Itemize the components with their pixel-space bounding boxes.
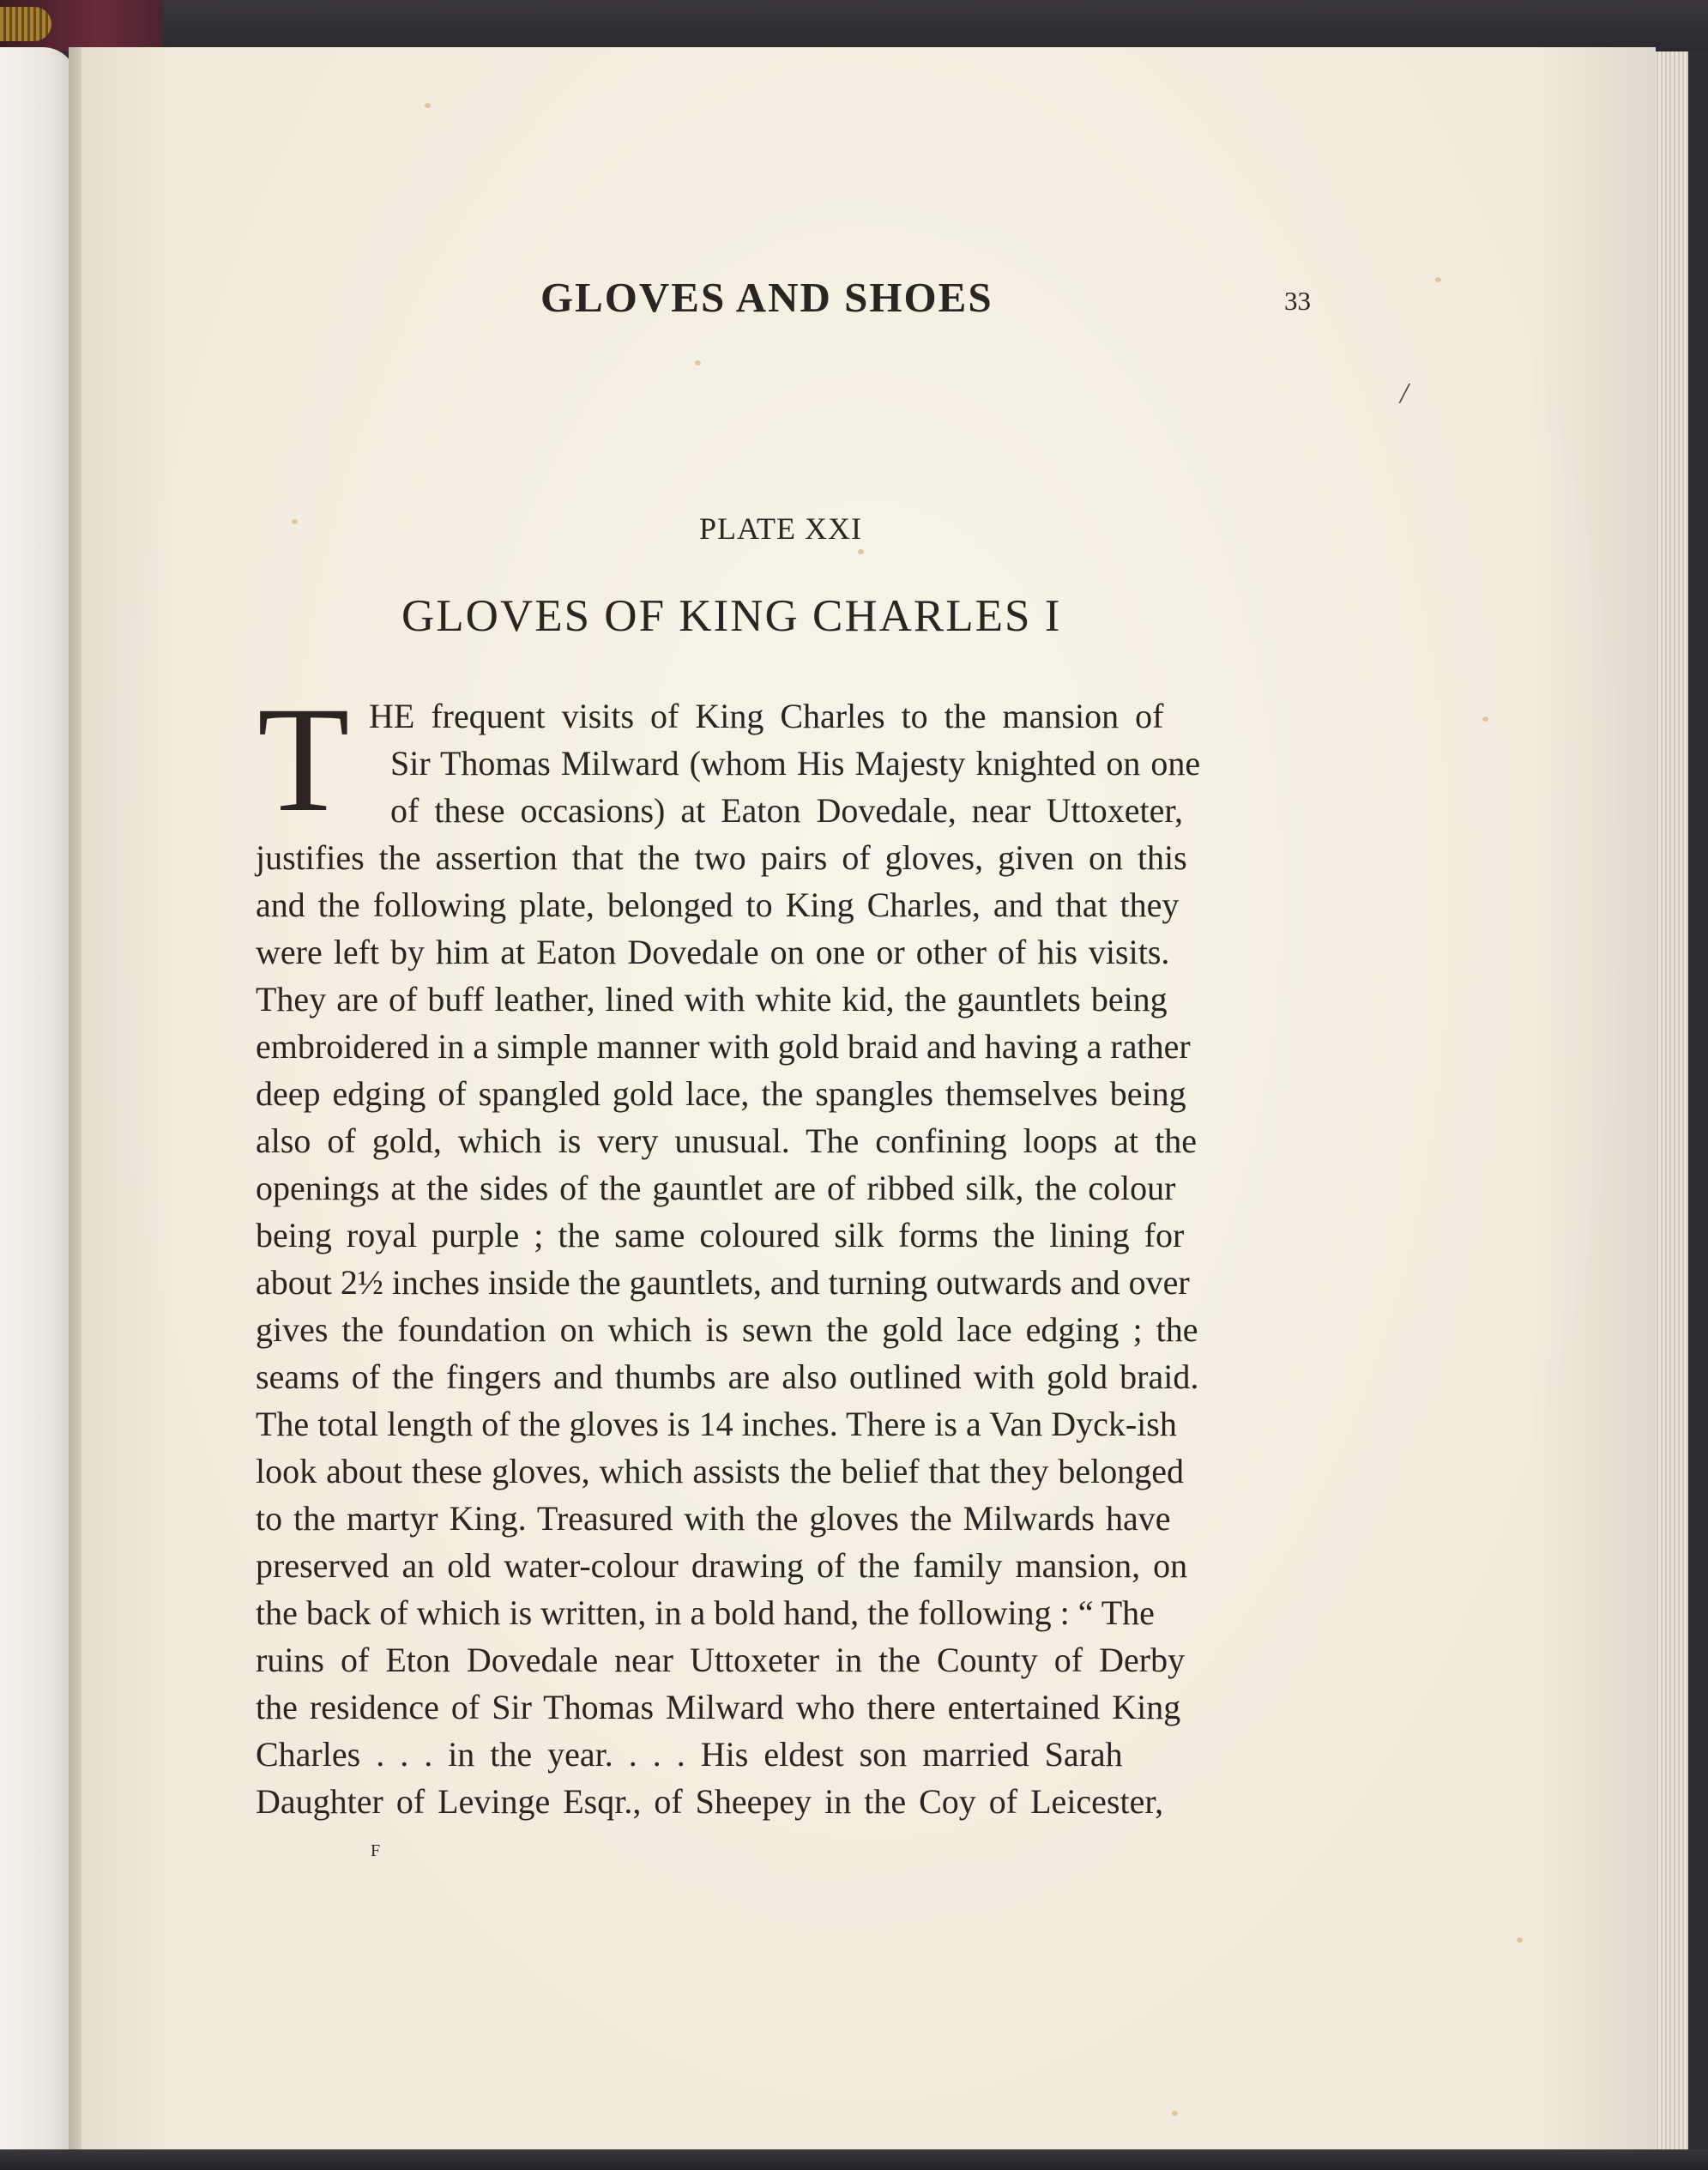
page-stack-edge [1654,51,1688,2170]
foxing-spot [1435,277,1441,282]
background-bottom [0,2149,1708,2170]
body-line: look about these gloves, which assists the belief that they belonged [256,1452,1184,1490]
page-number: 33 [1284,286,1311,316]
foxing-spot [1172,2111,1178,2116]
foxing-spot [292,519,298,524]
foxing-spot [858,549,864,554]
plate-title: GLOVES OF KING CHARLES I [401,591,1062,641]
body-line: Sir Thomas Milward (whom His Majesty knighted on one [390,744,1201,783]
background-top [0,0,1708,51]
foxing-spot [1517,1937,1523,1943]
body-line: were left by him at Eaton Dovedale on one or other of his visits. [256,933,1170,971]
running-head-title: GLOVES AND SHOES [540,274,993,321]
body-line: to the martyr King. Treasured with the gloves the Milwards have [256,1499,1171,1538]
stray-pencil-mark: / [1400,378,1409,409]
body-line: the back of which is written, in a bold hand, the following : “ The [256,1593,1155,1632]
body-line: Charles . . . in the year. . . . His eldest son married Sarah [256,1735,1123,1774]
plate-label: PLATE XXI [699,511,862,546]
body-line: being royal purple ; the same coloured silk forms the lining for [256,1216,1185,1254]
body-line: deep edging of spangled gold lace, the spangles themselves being [256,1074,1186,1113]
body-line: embroidered in a simple manner with gold braid and having a rather [256,1027,1191,1066]
body-line: ruins of Eton Dovedale near Uttoxeter in the County of Derby [256,1641,1186,1679]
body-line: openings at the sides of the gauntlet are of ribbed silk, the colour [256,1169,1176,1207]
body-line: justifies the assertion that the two pairs of gloves, given on this [256,838,1187,877]
foxing-spot [1482,716,1488,722]
body-line: gives the foundation on which is sewn the gold lace edging ; the [256,1310,1198,1349]
signature-mark: F [371,1841,381,1860]
gilt-page-edge [0,7,51,41]
body-line: seams of the fingers and thumbs are also outlined with gold braid. [256,1357,1199,1396]
body-line: Daughter of Levinge Esqr., of Sheepey in the Coy of Leicester, [256,1782,1164,1821]
body-line: The total length of the gloves is 14 inches. There is a Van Dyck-ish [256,1405,1177,1443]
body-line: and the following plate, belonged to King Charles, and that they [256,886,1180,924]
facing-page-edge [0,47,77,2170]
body-line: about 2½ inches inside the gauntlets, and turning outwards and over [256,1263,1190,1302]
body-line: They are of buff leather, lined with white kid, the gauntlets being [256,980,1168,1019]
foxing-spot [695,360,701,366]
body-line: HE frequent visits of King Charles to the mansion of [369,697,1164,735]
body-line: the residence of Sir Thomas Milward who there entertained King [256,1688,1181,1726]
body-line: of these occasions) at Eaton Dovedale, near Uttoxeter, [390,791,1184,830]
foxing-spot [425,103,431,108]
body-line: also of gold, which is very unusual. The confining loops at the [256,1121,1197,1160]
body-line: preserved an old water-colour drawing of the family mansion, on [256,1546,1188,1585]
drop-cap: T [257,676,350,843]
